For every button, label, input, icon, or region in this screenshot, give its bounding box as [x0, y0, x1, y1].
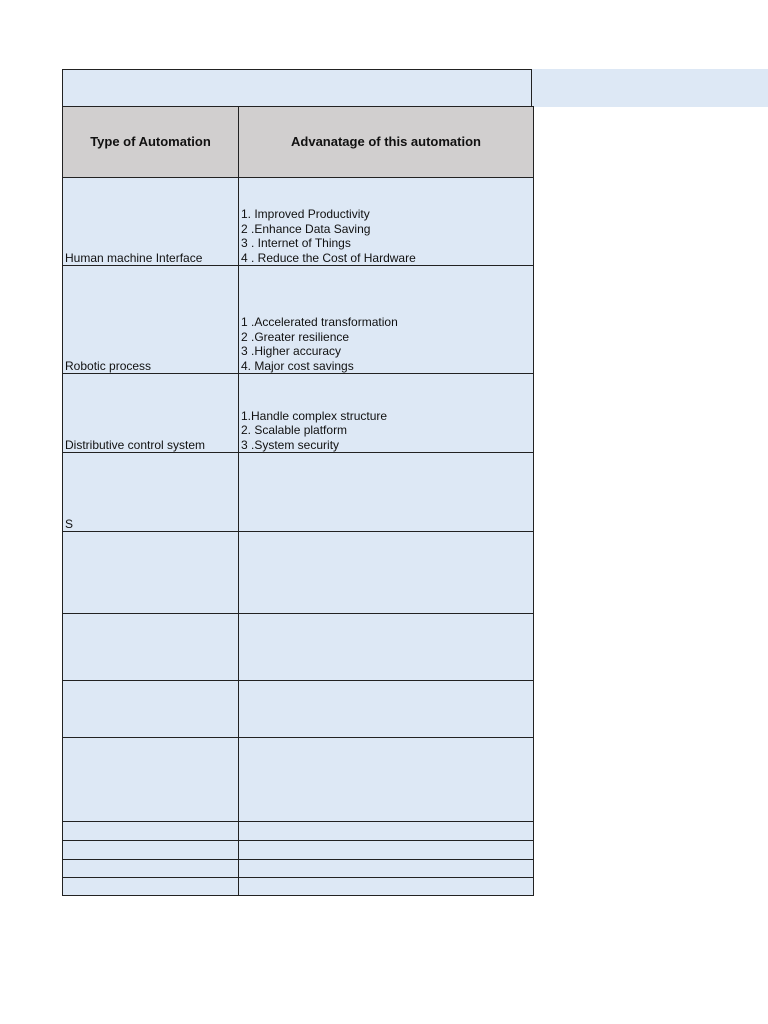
empty-cell[interactable] [239, 532, 534, 614]
advantage-line: 4. Major cost savings [241, 358, 354, 373]
advantage-line: 2. Scalable platform [241, 423, 348, 437]
advantage-line: 3 .Higher accuracy [241, 344, 342, 358]
empty-cell[interactable] [239, 841, 534, 860]
table-row [63, 453, 534, 532]
empty-row [63, 614, 534, 681]
empty-cell[interactable] [63, 860, 239, 878]
advantage-line: 3 . Internet of Things [241, 236, 351, 250]
advantage-line: 1. Improved Productivity [241, 207, 370, 221]
empty-row [63, 860, 534, 878]
advantage-cell[interactable] [239, 453, 534, 532]
type-cell[interactable]: Robotic process [63, 266, 239, 374]
empty-cell[interactable] [239, 878, 534, 896]
title-cell[interactable] [62, 69, 532, 106]
advantage-cell[interactable] [239, 178, 534, 266]
empty-row [63, 841, 534, 860]
empty-cell[interactable] [63, 878, 239, 896]
type-cell[interactable]: Human machine Interface [63, 178, 239, 266]
empty-cell[interactable] [239, 860, 534, 878]
empty-cell[interactable] [63, 738, 239, 822]
header-row [63, 107, 534, 178]
empty-cell[interactable] [63, 614, 239, 681]
table-row [63, 266, 534, 374]
empty-cell[interactable] [239, 614, 534, 681]
empty-cell[interactable] [239, 681, 534, 738]
advantage-cell[interactable] [239, 266, 534, 374]
advantage-cell[interactable] [239, 374, 534, 453]
advantage-line: 2 .Greater resilience [241, 329, 350, 344]
advantage-line: 1 .Accelerated transformation [241, 315, 398, 329]
automation-table [62, 106, 534, 896]
header-advantage[interactable]: Advanatage of this automation [239, 107, 534, 178]
table-row [63, 374, 534, 453]
table-row [63, 178, 534, 266]
header-type-of-automation[interactable]: Type of Automation [63, 107, 239, 178]
advantage-line: 4 . Reduce the Cost of Hardware [241, 250, 416, 265]
type-cell[interactable]: S [63, 453, 239, 532]
advantage-line: 3 .System security [241, 437, 340, 452]
empty-cell[interactable] [63, 532, 239, 614]
empty-row [63, 681, 534, 738]
empty-cell[interactable] [63, 822, 239, 841]
empty-cell[interactable] [239, 822, 534, 841]
empty-row [63, 532, 534, 614]
empty-cell[interactable] [239, 738, 534, 822]
empty-row [63, 878, 534, 896]
empty-cell[interactable] [63, 841, 239, 860]
empty-row [63, 822, 534, 841]
empty-row [63, 738, 534, 822]
advantage-line: 1.Handle complex structure [241, 408, 388, 423]
empty-cell[interactable] [63, 681, 239, 738]
type-cell[interactable]: Distributive control system [63, 374, 239, 453]
advantage-line: 2 .Enhance Data Saving [241, 221, 371, 236]
